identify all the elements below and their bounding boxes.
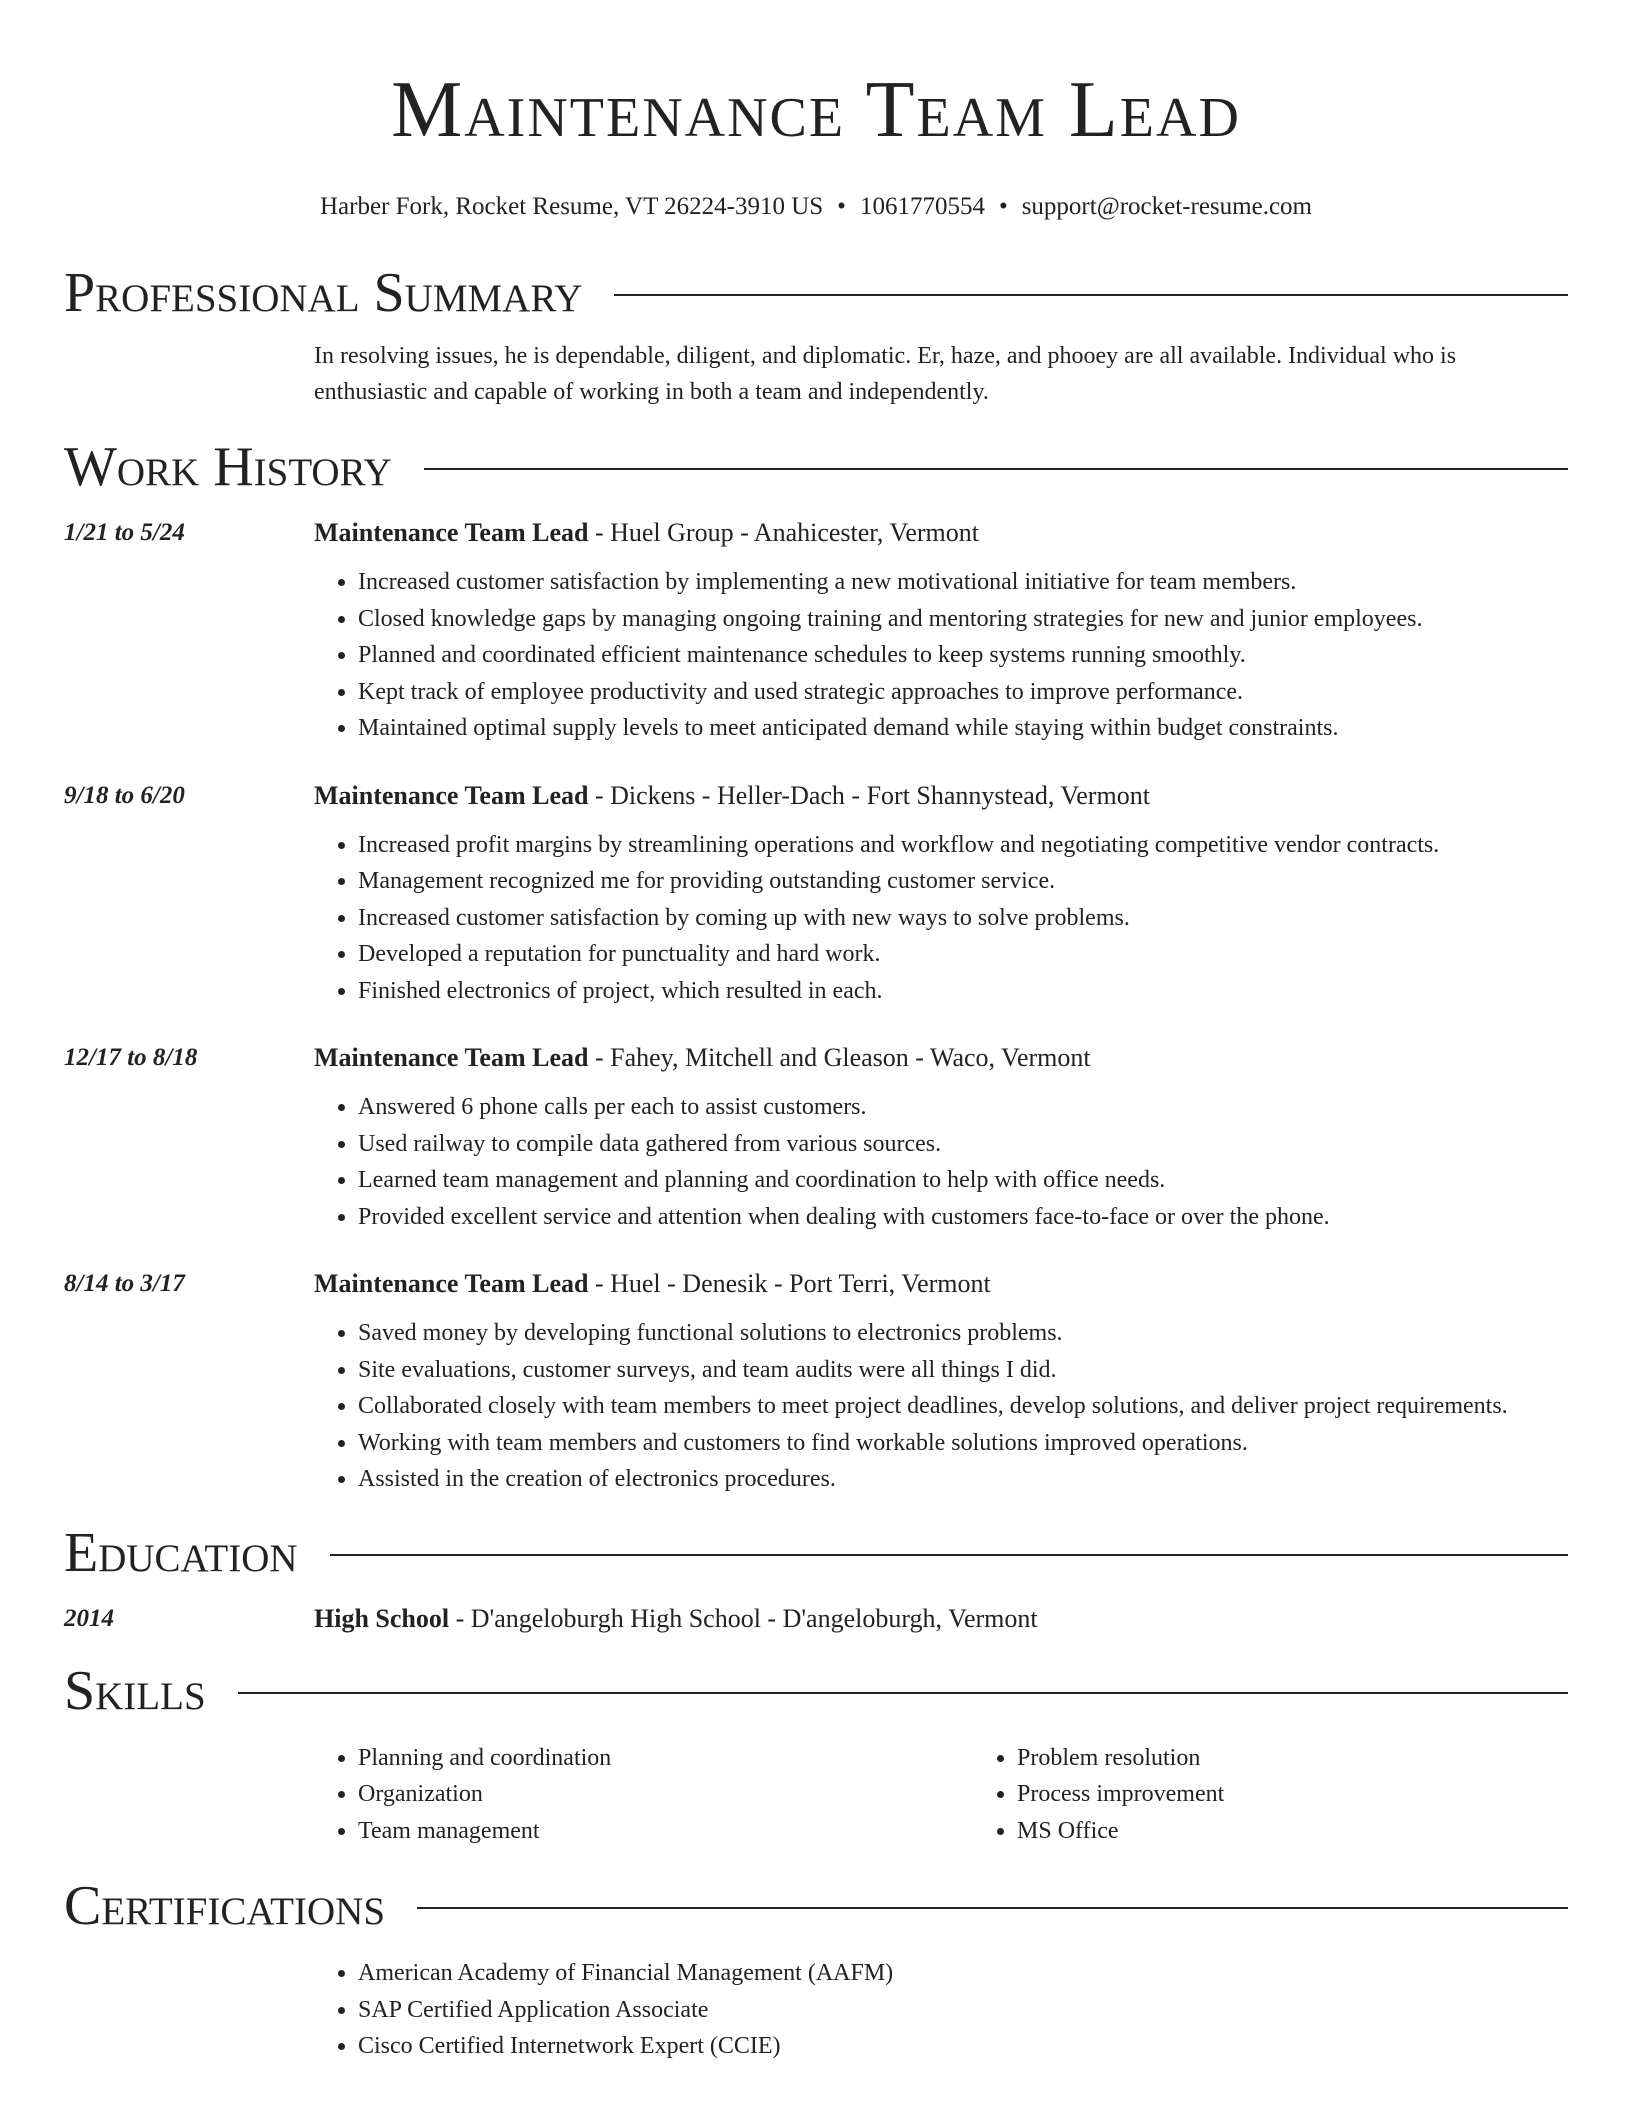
education-year: 2014: [64, 1604, 114, 1632]
certifications-heading: Certifications: [64, 1875, 386, 1937]
job-title-line: [314, 1267, 1568, 1301]
job-bullet: • Increased customer satisfaction by coming up with new ways to solve problems.: [358, 900, 1568, 937]
job-content: [314, 516, 1568, 747]
education-entry: [64, 1602, 1568, 1636]
job-bullet: • Learned team management and planning and coordination to help with office needs.: [358, 1162, 1568, 1199]
job-bullet: • Planned and coordinated efficient maintenance schedules to keep systems running smoothly.: [358, 637, 1568, 674]
contact-phone: 1061770554: [859, 193, 985, 220]
job-entry: [64, 516, 1568, 747]
work-history-list: [64, 516, 1568, 1498]
skill-item: • MS Office: [1017, 1813, 1632, 1850]
summary-heading: Professional Summary: [64, 262, 583, 324]
skills-list-right: [973, 1740, 1632, 1850]
job-content: [314, 779, 1568, 1010]
job-bullet: • Used railway to compile data gathered from various sources.: [358, 1126, 1568, 1163]
section-divider: [614, 294, 1568, 296]
skills-grid: [314, 1740, 1632, 1850]
education-details: - D'angeloburgh High School - D'angeloburgh, Vermont: [449, 1603, 1038, 1633]
job-bullet: • Finished electronics of project, which resulted in each.: [358, 973, 1568, 1010]
certification-item: • American Academy of Financial Management (AAFM): [358, 1955, 1568, 1992]
section-divider: [424, 468, 1568, 470]
job-details: - Dickens - Heller-Dach - Fort Shannystead, Vermont: [588, 780, 1150, 810]
certifications-section-header: [64, 1871, 1568, 1941]
job-title: Maintenance Team Lead: [314, 1269, 589, 1298]
contact-address: Harber Fork, Rocket Resume, VT 26224-3910 US: [319, 193, 824, 220]
job-bullet: • Assisted in the creation of electronics procedures.: [358, 1461, 1568, 1498]
contact-separator: •: [998, 193, 1008, 220]
job-entry: [64, 1267, 1568, 1498]
job-dates: 9/18 to 6/20: [64, 781, 185, 809]
certification-item: • Cisco Certified Internetwork Expert (CCIE): [358, 2028, 1568, 2065]
skill-item: • Team management: [358, 1813, 973, 1850]
skills-row: [64, 1740, 1568, 1850]
job-details: - Huel Group - Anahicester, Vermont: [588, 518, 979, 547]
certifications-row: [64, 1955, 1568, 2065]
summary-spacer: [64, 338, 314, 410]
job-bullet: • Closed knowledge gaps by managing ongoing training and mentoring strategies for new and junior employees.: [358, 601, 1568, 638]
section-divider: [238, 1692, 1568, 1694]
education-degree: High School: [314, 1603, 450, 1633]
job-bullet: • Saved money by developing functional solutions to electronics problems.: [358, 1315, 1568, 1352]
job-bullet: • Answered 6 phone calls per each to assist customers.: [358, 1089, 1568, 1126]
education-heading: Education: [64, 1521, 298, 1584]
job-bullets: [314, 1089, 1568, 1235]
summary-row: [64, 338, 1568, 410]
job-bullet: • Increased profit margins by streamlining operations and workflow and negotiating competitive vendor contracts.: [358, 827, 1568, 864]
job-details: - Fahey, Mitchell and Gleason - Waco, Vermont: [588, 1043, 1091, 1072]
job-bullet: • Collaborated closely with team members to meet project deadlines, develop solutions, and deliver project requirements.: [358, 1388, 1568, 1425]
job-dates: 8/14 to 3/17: [64, 1270, 185, 1297]
job-title: Maintenance Team Lead: [314, 1043, 589, 1072]
job-title-line: [314, 779, 1568, 813]
job-entry: [64, 779, 1568, 1010]
section-divider: [330, 1554, 1568, 1556]
certification-item: • SAP Certified Application Associate: [358, 1992, 1568, 2029]
summary-text: In resolving issues, he is dependable, diligent, and diplomatic. Er, haze, and phooey are all available. Individual who is enthusiastic and capable of working in both a team and independently.: [314, 343, 1457, 405]
skill-item: • Problem resolution: [1017, 1740, 1632, 1777]
contact-separator: •: [837, 193, 846, 220]
work-history-heading: Work History: [64, 436, 392, 498]
job-title-line: [314, 1041, 1568, 1075]
skill-item: • Organization: [358, 1776, 973, 1813]
skill-item: • Process improvement: [1017, 1776, 1632, 1813]
job-content: [314, 1267, 1568, 1498]
work-history-section-header: [64, 432, 1568, 502]
job-bullet: • Provided excellent service and attention when dealing with customers face-to-face or over the phone.: [358, 1199, 1568, 1236]
job-bullet: • Maintained optimal supply levels to meet anticipated demand while staying within budget constraints.: [358, 710, 1568, 747]
summary-section-header: [64, 258, 1568, 328]
resume-page: [64, 0, 1568, 2065]
contact-email: support@rocket-resume.com: [1021, 193, 1312, 220]
certifications-list: [314, 1955, 1568, 2065]
contact-line: [64, 190, 1568, 224]
certifications-content: [314, 1955, 1568, 2065]
job-bullet: • Increased customer satisfaction by implementing a new motivational initiative for team members.: [358, 564, 1568, 601]
job-bullet: • Management recognized me for providing outstanding customer service.: [358, 863, 1568, 900]
job-bullet: • Working with team members and customers to find workable solutions improved operations.: [358, 1425, 1568, 1462]
skills-spacer: [64, 1740, 314, 1850]
job-dates: 12/17 to 8/18: [64, 1044, 198, 1071]
certifications-spacer: [64, 1955, 314, 2065]
section-divider: [417, 1907, 1568, 1909]
job-dates: 1/21 to 5/24: [64, 519, 185, 546]
job-details: - Huel - Denesik - Port Terri, Vermont: [588, 1269, 991, 1298]
job-bullet: • Kept track of employee productivity and used strategic approaches to improve performance.: [358, 674, 1568, 711]
skills-heading: Skills: [64, 1659, 206, 1722]
job-title-line: [314, 516, 1568, 550]
job-content: [314, 1041, 1568, 1235]
job-bullets: [314, 827, 1568, 1010]
job-bullets: [314, 564, 1568, 747]
skills-list-left: [314, 1740, 973, 1850]
skills-section-header: [64, 1656, 1568, 1726]
job-title: Maintenance Team Lead: [314, 518, 589, 547]
education-line: [314, 1602, 1568, 1636]
job-title: Maintenance Team Lead: [314, 780, 589, 810]
skill-item: • Planning and coordination: [358, 1740, 973, 1777]
education-section-header: [64, 1518, 1568, 1588]
job-entry: [64, 1041, 1568, 1235]
resume-name: Maintenance Team Lead: [391, 66, 1241, 154]
job-bullet: • Site evaluations, customer surveys, and team audits were all things I did.: [358, 1352, 1568, 1389]
job-bullet: • Developed a reputation for punctuality and hard work.: [358, 936, 1568, 973]
job-bullets: [314, 1315, 1568, 1498]
